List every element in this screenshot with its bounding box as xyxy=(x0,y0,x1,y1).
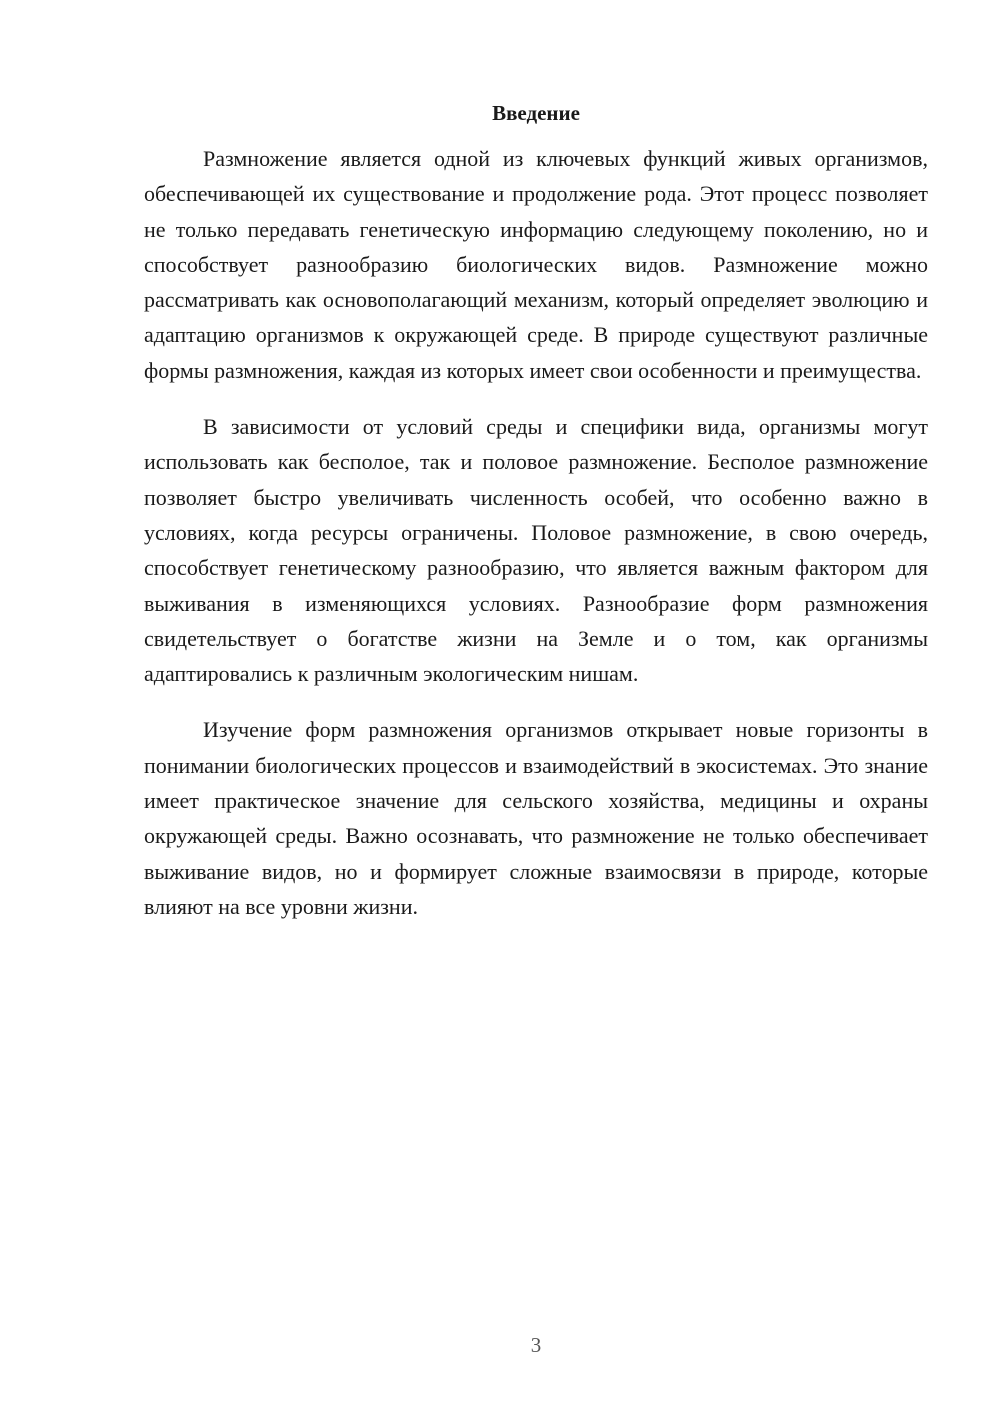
paragraph-2: В зависимости от условий среды и специфики вида, организмы могут использовать как бесполое, так и половое размножение. Бесполое размножение позволяет быстро увеличивать численность особей, что особенно важно в условиях, когда ресурсы ограничены. Половое размножение, в свою очередь, способствует генетическому разнообразию, что является важным фактором для выживания в изменяющихся условиях. Разнообразие форм размножения свидетельствует о богатстве жизни на Земле и о том, как организмы адаптировались к различным экологическим нишам. xyxy=(144,414,928,687)
section-title: Введение xyxy=(492,101,580,125)
paragraph-1: Размножение является одной из ключевых функций живых организмов, обеспечивающей их существование и продолжение рода. Этот процесс позволяет не только передавать генетическую информацию следующему поколению, но и способствует разнообразию биологических видов. Размножение можно рассматривать как основополагающий механизм, который определяет эволюцию и адаптацию организмов к окружающей среде. В природе существуют различные формы размножения, каждая из которых имеет свои особенности и преимущества. xyxy=(144,146,928,383)
page-content xyxy=(144,96,928,945)
page-number: 3 xyxy=(530,1333,542,1357)
paragraph-3: Изучение форм размножения организмов открывает новые горизонты в понимании биологических процессов и взаимодействий в экосистемах. Это знание имеет практическое значение для сельского хозяйства, медицины и охраны окружающей среды. Важно осознавать, что размножение не только обеспечивает выживание видов, но и формирует сложные взаимосвязи в природе, которые влияют на все уровни жизни. xyxy=(144,717,928,919)
